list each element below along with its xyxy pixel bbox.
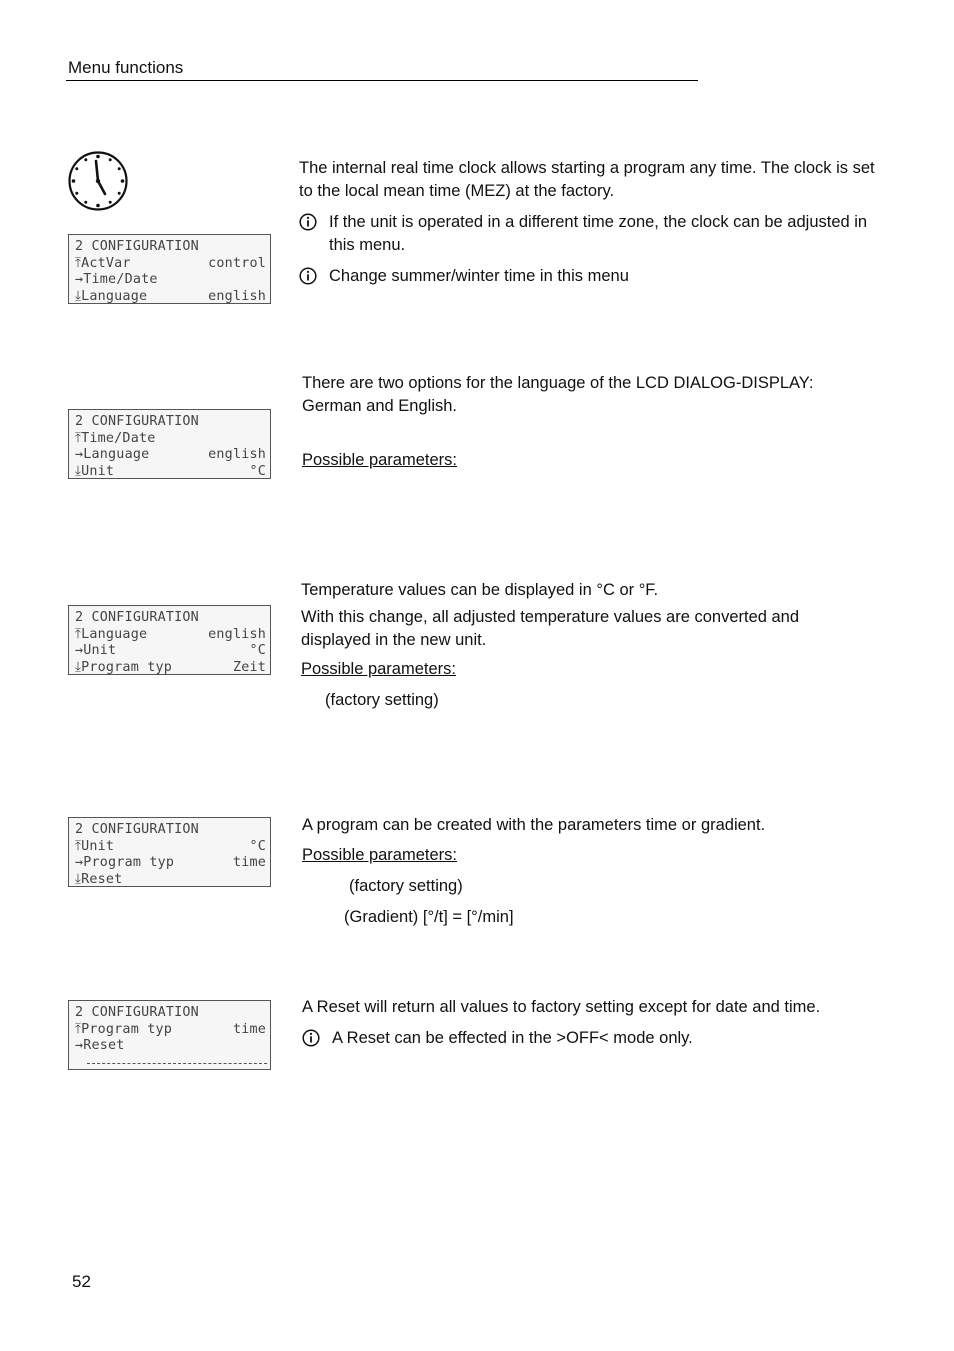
header-rule — [66, 80, 698, 81]
program-type-text — [302, 814, 872, 937]
info-icon — [299, 267, 317, 285]
lcd-line-right: english — [208, 288, 266, 304]
lcd-line — [75, 855, 266, 872]
lcd-line-left: ⤒Unit — [75, 838, 115, 854]
language-params-label: Possible parameters: — [302, 451, 457, 469]
lcd-line-right: °C — [249, 643, 266, 658]
time-date-note-1-text: If the unit is operated in a different time zone, the clock can be adjusted in this menu. — [329, 213, 868, 254]
info-icon — [299, 213, 317, 231]
time-date-note-1 — [299, 211, 879, 257]
lcd-line-right: °C — [249, 463, 266, 479]
lcd-line-left: 2 CONFIGURATION — [75, 414, 199, 429]
lcd-line-left: ⤒Program typ — [75, 1021, 172, 1037]
lcd-line-left: →Program typ — [75, 855, 175, 870]
page-number: 52 — [72, 1272, 91, 1291]
lcd-line-left: ⤒Time/Date — [75, 430, 156, 446]
header-title: Menu functions — [68, 58, 184, 77]
lcd-line-right: time — [232, 855, 266, 870]
reset-note-1 — [302, 1027, 882, 1050]
lcd-line — [75, 1038, 266, 1055]
language-intro: There are two options for the language of the LCD DIALOG-DISPLAY: German and English. — [302, 374, 814, 415]
lcd-line — [75, 839, 266, 856]
lcd-line — [75, 431, 266, 448]
lcd-line-left: 2 CONFIGURATION — [75, 822, 199, 837]
time-date-note-2 — [299, 265, 879, 288]
reset-note-1-text: A Reset can be effected in the >OFF< mode only. — [332, 1029, 693, 1047]
program-type-params-label: Possible parameters: — [302, 846, 457, 864]
lcd-line — [75, 272, 266, 289]
unit-params-label: Possible parameters: — [301, 660, 456, 678]
lcd-display-time-date — [68, 234, 271, 304]
lcd-line-left: 2 CONFIGURATION — [75, 239, 199, 254]
lcd-line — [75, 822, 266, 839]
lcd-display-reset — [68, 1000, 271, 1070]
lcd-line-left: ⤒Language — [75, 626, 148, 642]
lcd-line-right: english — [208, 447, 266, 462]
lcd-line-right: Zeit — [232, 659, 266, 675]
unit-line-1: Temperature values can be displayed in °C or °F. — [301, 581, 659, 599]
reset-text — [302, 996, 882, 1058]
info-icon — [302, 1029, 320, 1047]
program-type-intro: A program can be created with the parameters time or gradient. — [302, 816, 766, 834]
lcd-display-unit — [68, 605, 271, 675]
lcd-line — [75, 289, 266, 306]
lcd-line-left: 2 CONFIGURATION — [75, 610, 199, 625]
lcd-line — [75, 643, 266, 660]
program-type-param-2: (Gradient) [°/t] = [°/min] — [344, 908, 514, 926]
program-type-param-1: (factory setting) — [349, 877, 463, 895]
lcd-line-left: →Reset — [75, 1038, 125, 1053]
lcd-line-left: →Language — [75, 447, 150, 462]
clock-icon — [67, 150, 129, 212]
lcd-line — [75, 464, 266, 481]
lcd-line — [75, 256, 266, 273]
unit-param-1: (factory setting) — [325, 691, 439, 709]
lcd-display-language — [68, 409, 271, 479]
lcd-line-left: ⤒ActVar — [75, 255, 131, 271]
reset-intro: A Reset will return all values to factory setting except for date and time. — [302, 998, 821, 1016]
lcd-line — [75, 872, 266, 889]
lcd-line-right: time — [232, 1021, 266, 1037]
language-text — [302, 372, 872, 480]
lcd-line — [75, 414, 266, 431]
lcd-line-right: control — [208, 255, 266, 271]
lcd-line-left: ⤓Language — [75, 288, 148, 304]
time-date-note-2-text: Change summer/winter time in this menu — [329, 267, 629, 285]
lcd-line — [75, 239, 266, 256]
unit-line-2: With this change, all adjusted temperature values are converted and displayed in the new unit. — [301, 608, 800, 649]
lcd-line-left: →Time/Date — [75, 272, 158, 287]
lcd-dash-line — [87, 1055, 267, 1064]
time-date-intro: The internal real time clock allows starting a program any time. The clock is set to the local mean time (MEZ) at the factory. — [299, 159, 875, 200]
lcd-line-left: →Unit — [75, 643, 117, 658]
lcd-line — [75, 610, 266, 627]
lcd-line-right: english — [208, 626, 266, 642]
time-date-text — [299, 157, 879, 296]
lcd-line — [75, 660, 266, 677]
lcd-line-left: 2 CONFIGURATION — [75, 1005, 199, 1020]
lcd-line-left: ⤓Reset — [75, 871, 123, 887]
lcd-line-right: °C — [249, 838, 266, 854]
lcd-line — [75, 1005, 266, 1022]
lcd-line-left: ⤓Unit — [75, 463, 115, 479]
lcd-line-left: ⤓Program typ — [75, 659, 172, 675]
lcd-line — [75, 627, 266, 644]
lcd-line — [75, 447, 266, 464]
lcd-display-program-type — [68, 817, 271, 887]
unit-text — [301, 579, 871, 720]
lcd-line — [75, 1022, 266, 1039]
